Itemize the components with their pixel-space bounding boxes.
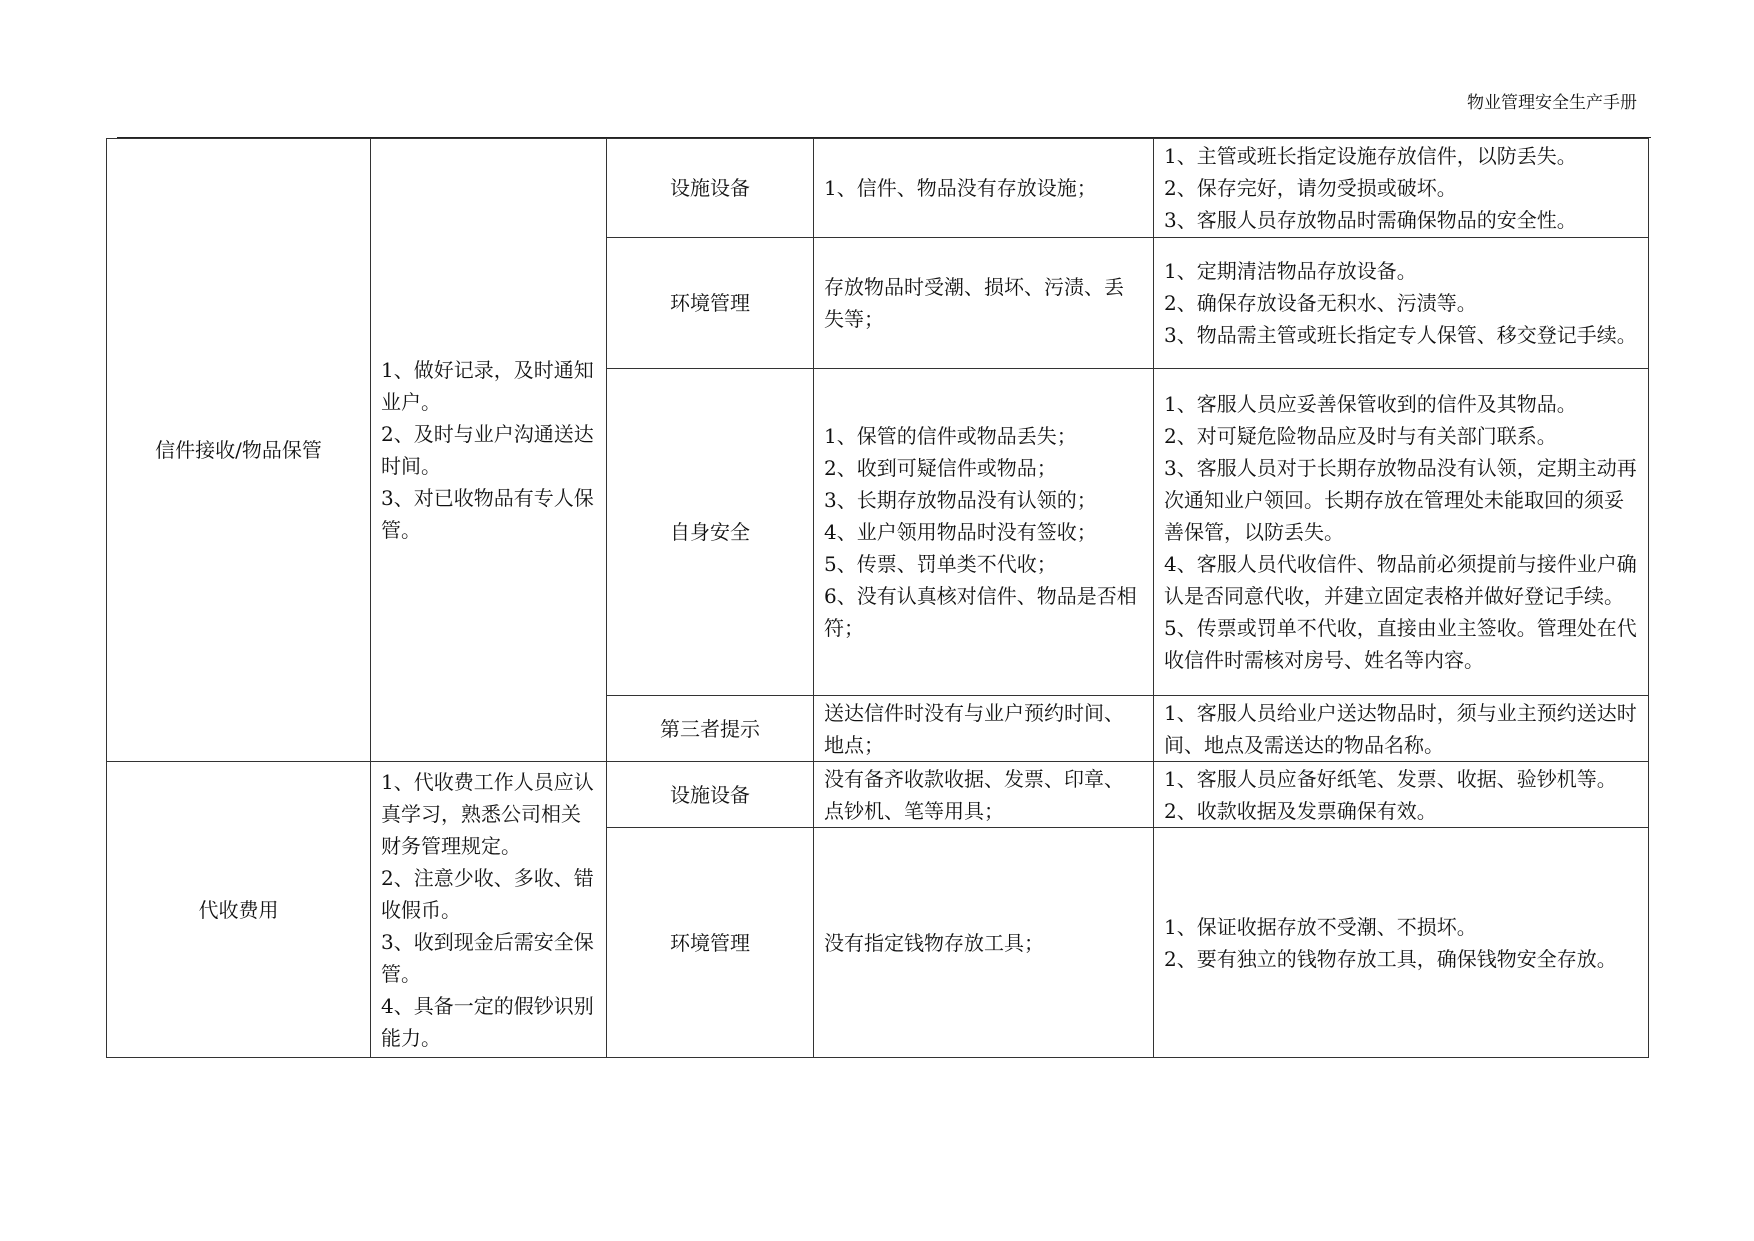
category-cell	[607, 139, 814, 238]
category-label: 环境管理	[670, 291, 750, 315]
measure-cell	[1154, 139, 1649, 238]
category-label: 设施设备	[670, 782, 750, 807]
category-label: 环境管理	[670, 930, 750, 955]
hazard-cell	[814, 762, 1154, 828]
measure-item: 2、对可疑危险物品应及时与有关部门联系。	[1164, 424, 1557, 448]
measure-cell	[1154, 238, 1649, 369]
category-cell	[607, 762, 814, 828]
category-cell	[607, 828, 814, 1058]
requirement-item: 3、对已收物品有专人保管。	[381, 486, 594, 542]
hazard-item: 2、收到可疑信件或物品；	[824, 456, 1057, 480]
hazard-cell	[814, 238, 1154, 369]
requirement-item: 1、代收费工作人员应认真学习，熟悉公司相关财务管理规定。	[381, 769, 594, 858]
measure-item: 5、传票或罚单不代收，直接由业主签收。管理处在代收信件时需核对房号、姓名等内容。	[1164, 616, 1637, 672]
hazard-cell	[814, 139, 1154, 238]
requirements-cell	[371, 139, 607, 762]
measure-item: 1、保证收据存放不受潮、不损坏。	[1164, 914, 1477, 939]
measure-item: 3、客服人员存放物品时需确保物品的安全性。	[1164, 208, 1577, 232]
category-label: 自身安全	[670, 520, 750, 544]
measure-cell	[1154, 696, 1649, 762]
measure-item: 2、保存完好，请勿受损或破坏。	[1164, 176, 1457, 200]
hazard-item: 没有指定钱物存放工具；	[824, 930, 1044, 955]
category-cell	[607, 238, 814, 369]
category-cell	[607, 369, 814, 696]
hazard-item: 1、信件、物品没有存放设施；	[824, 176, 1097, 200]
measure-item: 1、客服人员应备好纸笔、发票、收据、验钞机等。	[1164, 766, 1617, 791]
measure-cell	[1154, 828, 1649, 1058]
section-name: 信件接收/物品保管	[155, 438, 322, 462]
requirement-item: 3、收到现金后需安全保管。	[381, 929, 594, 986]
hazard-cell	[814, 828, 1154, 1058]
table-row	[107, 139, 1649, 238]
requirement-item: 2、及时与业户沟通送达时间。	[381, 422, 594, 478]
measure-item: 1、客服人员应妥善保管收到的信件及其物品。	[1164, 392, 1577, 416]
measure-item: 2、要有独立的钱物存放工具，确保钱物安全存放。	[1164, 946, 1617, 971]
measure-item: 1、定期清洁物品存放设备。	[1164, 259, 1417, 283]
requirement-item: 2、注意少收、多收、错收假币。	[381, 865, 594, 922]
measure-cell	[1154, 762, 1649, 828]
measure-item: 3、客服人员对于长期存放物品没有认领，定期主动再次通知业户领回。长期存放在管理处未能取回的须妥善保管，以防丢失。	[1164, 456, 1637, 544]
category-label: 第三者提示	[660, 716, 760, 741]
measure-item: 4、客服人员代收信件、物品前必须提前与接件业户确认是否同意代收，并建立固定表格并做好登记手续。	[1164, 552, 1637, 608]
measure-cell	[1154, 369, 1649, 696]
category-label: 设施设备	[670, 176, 750, 200]
hazard-item: 送达信件时没有与业户预约时间、地点；	[824, 700, 1124, 757]
hazard-item: 6、没有认真核对信件、物品是否相符；	[824, 584, 1137, 640]
measure-item: 1、客服人员给业户送达物品时，须与业主预约送达时间、地点及需送达的物品名称。	[1164, 700, 1637, 757]
section-name: 代收费用	[198, 897, 279, 922]
table-row	[107, 762, 1649, 828]
requirement-item: 1、做好记录，及时通知业户。	[381, 358, 594, 414]
hazard-item: 1、保管的信件或物品丢失；	[824, 424, 1077, 448]
section-name-cell	[107, 139, 371, 762]
section-name-cell	[107, 762, 371, 1058]
requirements-cell	[371, 762, 607, 1058]
measure-item: 2、收款收据及发票确保有效。	[1164, 798, 1437, 823]
measure-item: 1、主管或班长指定设施存放信件，以防丢失。	[1164, 144, 1577, 168]
measure-item: 3、物品需主管或班长指定专人保管、移交登记手续。	[1164, 323, 1637, 347]
requirement-item: 4、具备一定的假钞识别能力。	[381, 993, 594, 1050]
document-header: 物业管理安全生产手册	[1467, 93, 1637, 113]
hazard-item: 5、传票、罚单类不代收；	[824, 552, 1057, 576]
safety-table	[106, 138, 1649, 1058]
hazard-cell	[814, 696, 1154, 762]
hazard-cell	[814, 369, 1154, 696]
hazard-item: 存放物品时受潮、损坏、污渍、丢失等；	[824, 275, 1124, 331]
category-cell	[607, 696, 814, 762]
hazard-item: 4、业户领用物品时没有签收；	[824, 520, 1097, 544]
hazard-item: 3、长期存放物品没有认领的；	[824, 488, 1097, 512]
hazard-item: 没有备齐收款收据、发票、印章、点钞机、笔等用具；	[824, 766, 1124, 823]
measure-item: 2、确保存放设备无积水、污渍等。	[1164, 291, 1477, 315]
